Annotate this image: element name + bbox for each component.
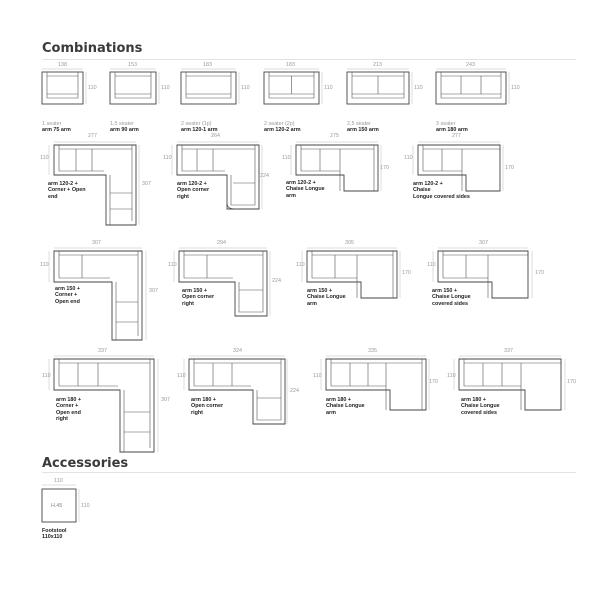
sofa-arm180: 243 110 3 seater arm 180 arm [436, 62, 526, 126]
combo-arm150-chaise-covered: 307 110 170 arm 150 + Chaise Longue covered sides [424, 240, 554, 340]
accessories-heading: Accessories [42, 456, 129, 471]
footstool-drawing [40, 478, 100, 522]
sofa-arm75: 138 110 1 seater arm 75 arm [42, 62, 102, 126]
sofa-arm120-2: 183 110 2 seater (2p) arm 120-2 arm [264, 62, 339, 126]
combo-arm120-2-corner-open-end: 277 110 307 arm 120-2 + Corner + Open end [40, 133, 160, 233]
sofa-label: 1,5 seater arm 90 arm [110, 120, 139, 134]
combo-arm180-open-corner: 324 110 224 arm 180 + Open corner right [175, 348, 310, 448]
combo-arm180-chaise-arm: 335 110 170 arm 180 + Chaise Longue arm [312, 348, 447, 448]
combo-arm180-corner-open-end: 337 110 307 arm 180 + Corner + Open end right [40, 348, 180, 458]
sofa-label: 1 seater arm 75 arm [42, 120, 71, 134]
footstool-item: 110 H.45 110 Footstool 110x110 [40, 478, 100, 548]
sofa-label: 2 seater (2p) arm 120-2 arm [264, 120, 301, 134]
combo-arm150-chaise-arm: 305 110 170 arm 150 + Chaise Longue arm [293, 240, 418, 340]
sofa-arm150: 213 110 2,5 seater arm 150 arm [347, 62, 427, 126]
accessories-divider [42, 472, 576, 473]
sofa-arm90: 153 110 1,5 seater arm 90 arm [110, 62, 170, 126]
sofa-arm120-1: 183 110 2 seater (1p) arm 120-1 arm [181, 62, 256, 126]
combo-arm150-corner-open-end: 307 110 307 arm 150 + Corner + Open end [40, 240, 170, 348]
combo-arm120-2-chaise-arm: 275 110 170 arm 120-2 + Chaise Longue arm [282, 133, 402, 233]
sofa-label: 2 seater (1p) arm 120-1 arm [181, 120, 218, 134]
combinations-divider [42, 59, 576, 60]
combo-arm120-2-chaise-covered: 277 110 170 arm 120-2 + Chaise Longue covered sides [404, 133, 524, 233]
combinations-heading: Combinations [42, 41, 143, 56]
combo-arm180-chaise-covered: 337 110 170 arm 180 + Chaise Longue covered sides [445, 348, 585, 448]
combo-arm150-open-corner: 294 110 224 arm 150 + Open corner right [165, 240, 290, 340]
sofa-label: 3 seater arm 180 arm [436, 120, 468, 134]
sofa-label: 2,5 seater arm 150 arm [347, 120, 379, 134]
combo-arm120-2-open-corner: 264 110 224 arm 120-2 + Open corner right [163, 133, 283, 233]
